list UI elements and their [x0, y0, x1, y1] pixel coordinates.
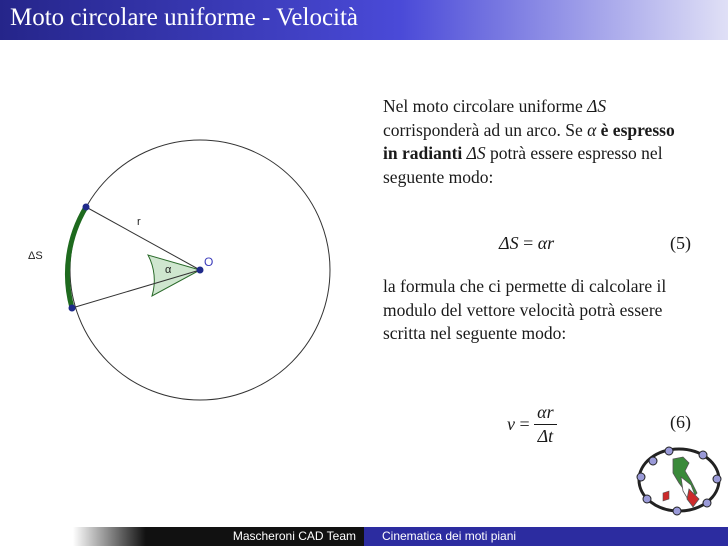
radius-lower	[72, 270, 200, 308]
label-r: r	[137, 216, 141, 228]
label-o: O	[204, 255, 214, 269]
angle-sector	[148, 255, 200, 296]
footer-subject: Cinematica dei moti piani	[382, 529, 517, 543]
logo-icon	[633, 441, 725, 519]
point-upper	[83, 204, 90, 211]
eq5-number: (5)	[670, 233, 691, 253]
label-alpha: α	[165, 264, 172, 276]
equation-5	[383, 233, 691, 257]
circle-diagram	[0, 0, 370, 520]
paragraph-velocity: la formula che ci permette di calcolare il modulo del vettore velocità potrà essere scritta nel seguente modo:	[383, 276, 667, 343]
eq6-number: (6)	[670, 412, 691, 432]
paragraph-intro	[383, 95, 683, 189]
footer-author-bar	[0, 527, 364, 546]
para1-math-alpha: α	[587, 119, 597, 140]
delta-s-arc	[67, 207, 86, 308]
eq5-lhs: ΔS	[499, 233, 519, 253]
eq6-fraction	[534, 402, 556, 447]
footer-subject-bar	[364, 527, 728, 546]
eq6-denominator: Δt	[537, 426, 554, 446]
eq6-lhs: v	[507, 414, 515, 434]
eq6-numerator: αr	[534, 402, 556, 425]
eq5-equals: =	[518, 233, 538, 253]
para1-text-3: potrà essere espresso nel seguente modo:	[383, 143, 663, 187]
para1-math-delta-s-2: ΔS	[466, 143, 486, 163]
label-delta-s: ΔS	[28, 250, 43, 262]
eq6-equals: =	[515, 414, 535, 434]
slide-title: Moto circolare uniforme - Velocità	[10, 4, 359, 31]
center-point	[197, 267, 204, 274]
footer-author: Mascheroni CAD Team	[232, 529, 356, 543]
para1-math-delta-s: ΔS	[587, 96, 607, 116]
point-lower	[69, 305, 76, 312]
radius-upper	[86, 207, 200, 270]
eq5-rhs: αr	[537, 233, 555, 253]
para1-bold: è espresso in radianti	[383, 119, 675, 163]
para1-text-1: Nel moto circolare uniforme	[383, 96, 588, 116]
para1-text-2: corrisponderà ad un arco. Se	[383, 119, 588, 140]
